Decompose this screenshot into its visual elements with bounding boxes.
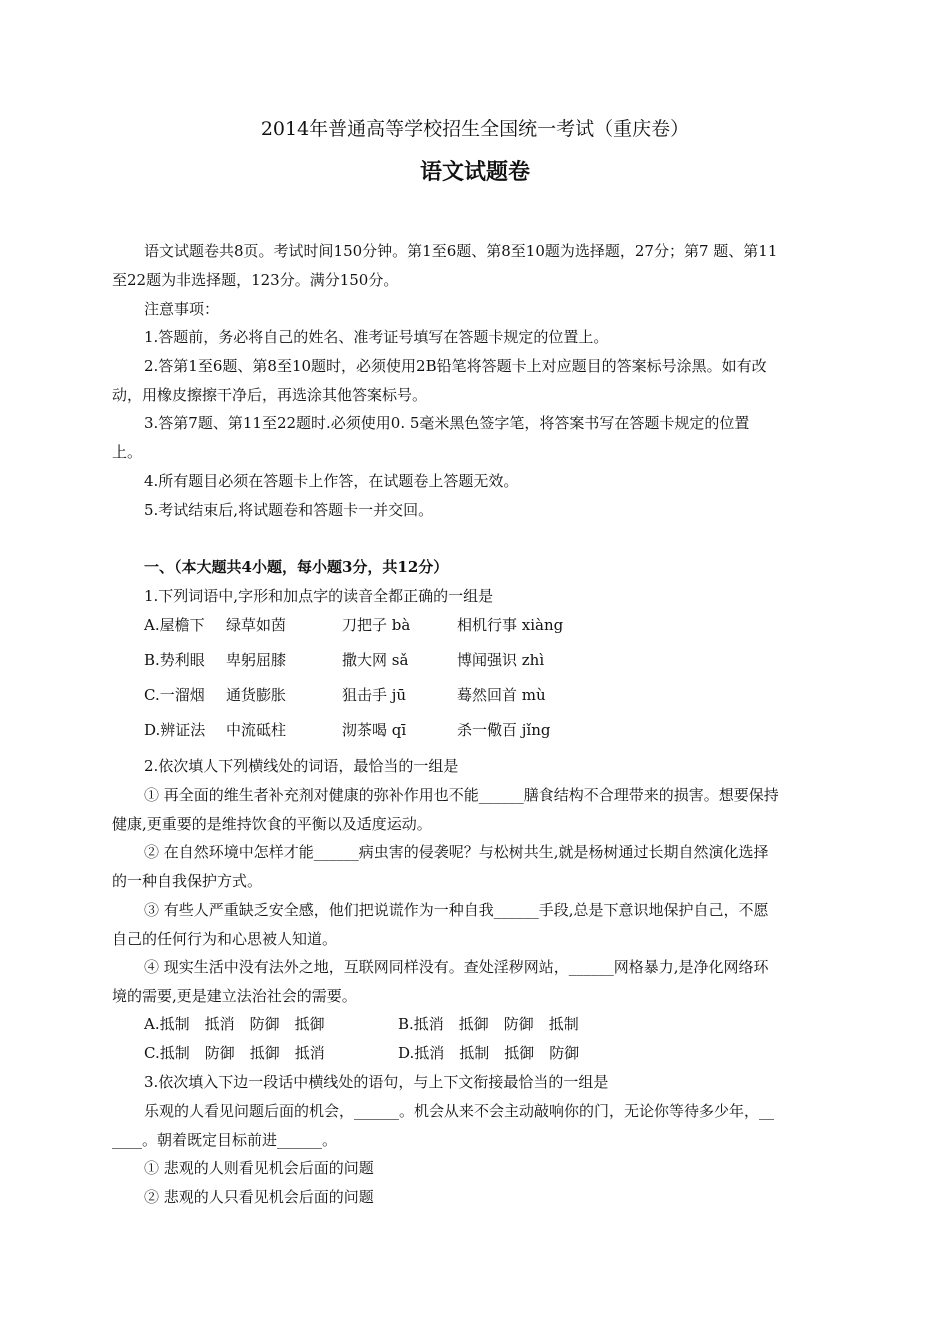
option-cell: 中流砥柱 xyxy=(226,721,287,739)
option-cell: 相机行事 xiàng xyxy=(457,616,564,634)
question-2-stem: 2.依次填人下列横线处的词语，最恰当的一组是 xyxy=(144,757,459,775)
q2-option-c: C.抵制 防御 抵御 抵消 xyxy=(144,1044,325,1062)
option-cell: 杀一儆百 jǐng xyxy=(457,721,551,739)
option-cell: 狙击手 jū xyxy=(342,686,407,704)
q3-option-2: ② 悲观的人只看见机会后面的问题 xyxy=(144,1188,374,1206)
notice-item-2-cont: 动，用橡皮擦擦干净后，再选涂其他答案标号。 xyxy=(112,386,428,404)
notice-heading: 注意事项： xyxy=(144,300,220,318)
intro-line-2: 至22题为非选择题，123分。满分150分。 xyxy=(112,271,399,289)
q2-sentence-3-cont: 自己的任何行为和心思被人知道。 xyxy=(112,930,338,948)
notice-item-3: 3.答第7题、第11至22题时.必须使用0. 5毫米黑色签字笔，将答案书写在答题卡规定的位置 xyxy=(144,414,750,432)
option-cell: 博闻强识 zhì xyxy=(457,651,545,669)
exam-title: 2014年普通高等学校招生全国统一考试（重庆卷） xyxy=(260,118,690,140)
option-cell: 撒大网 sǎ xyxy=(342,651,409,669)
option-cell: 通货膨胀 xyxy=(226,686,287,704)
section-heading: 一、（本大题共4小题，每小题3分，共12分） xyxy=(144,558,449,576)
notice-item-4: 4.所有题目必须在答题卡上作答，在试题卷上答题无效。 xyxy=(144,472,519,490)
q2-sentence-2: ② 在自然环境中怎样才能______病虫害的侵袭呢？与松树共生,就是杨树通过长期自然演化选择 xyxy=(144,843,769,861)
q2-option-d: D.抵消 抵制 抵御 防御 xyxy=(398,1044,580,1062)
intro-line-1: 语文试题卷共8页。考试时间150分钟。第1至6题、第8至10题为选择题，27分；第7 题、第11 xyxy=(144,242,778,260)
q2-sentence-4-cont: 境的需要,更是建立法治社会的需要。 xyxy=(112,987,357,1005)
option-cell: 蓦然回首 mù xyxy=(457,686,546,704)
q2-sentence-3: ③ 有些人严重缺乏安全感，他们把说谎作为一种自我______手段,总是下意识地保护自己，不愿 xyxy=(144,901,769,919)
option-cell: 绿草如茵 xyxy=(226,616,287,634)
option-cell: C.一溜烟 xyxy=(144,686,205,704)
q3-passage-cont: ____。朝着既定目标前进______。 xyxy=(112,1131,338,1149)
q2-sentence-2-cont: 的一种自我保护方式。 xyxy=(112,872,263,890)
q3-option-1: ① 悲观的人则看见机会后面的问题 xyxy=(144,1159,374,1177)
q2-option-a: A.抵制 抵消 防御 抵御 xyxy=(144,1015,325,1033)
q2-sentence-1: ① 再全面的维生者补充剂对健康的弥补作用也不能______膳食结构不合理带来的损害。想要保持 xyxy=(144,786,779,804)
q2-option-b: B.抵消 抵御 防御 抵制 xyxy=(398,1015,579,1033)
notice-item-2: 2.答第1至6题、第8至10题时，必须使用2B铅笔将答题卡上对应题目的答案标号涂黑。如有改 xyxy=(144,357,767,375)
notice-item-5: 5.考试结束后,将试题卷和答题卡一并交回。 xyxy=(144,501,434,519)
option-cell: 卑躬屈膝 xyxy=(226,651,287,669)
option-cell: 沏茶喝 qī xyxy=(342,721,407,739)
paper-subtitle: 语文试题卷 xyxy=(419,159,530,185)
option-cell: A.屋檐下 xyxy=(144,616,205,634)
notice-item-3-cont: 上。 xyxy=(112,443,143,461)
option-cell: D.辨证法 xyxy=(144,721,206,739)
question-3-stem: 3.依次填入下边一段话中横线处的语句，与上下文衔接最恰当的一组是 xyxy=(144,1073,609,1091)
notice-item-1: 1.答题前，务必将自己的姓名、准考证号填写在答题卡规定的位置上。 xyxy=(144,328,609,346)
option-cell: 刀把子 bà xyxy=(342,616,411,634)
q2-sentence-1-cont: 健康,更重要的是维持饮食的平衡以及适度运动。 xyxy=(112,815,432,833)
q2-sentence-4: ④ 现实生活中没有法外之地，互联网同样没有。查处淫秽网站，______网格暴力,是净化网络环 xyxy=(144,958,769,976)
q3-passage: 乐观的人看见问题后面的机会，______。机会从来不会主动敲响你的门，无论你等待多少年，__ xyxy=(144,1102,775,1120)
question-1-stem: 1.下列词语中,字形和加点字的读音全都正确的一组是 xyxy=(144,587,494,605)
option-cell: B.势利眼 xyxy=(144,651,205,669)
